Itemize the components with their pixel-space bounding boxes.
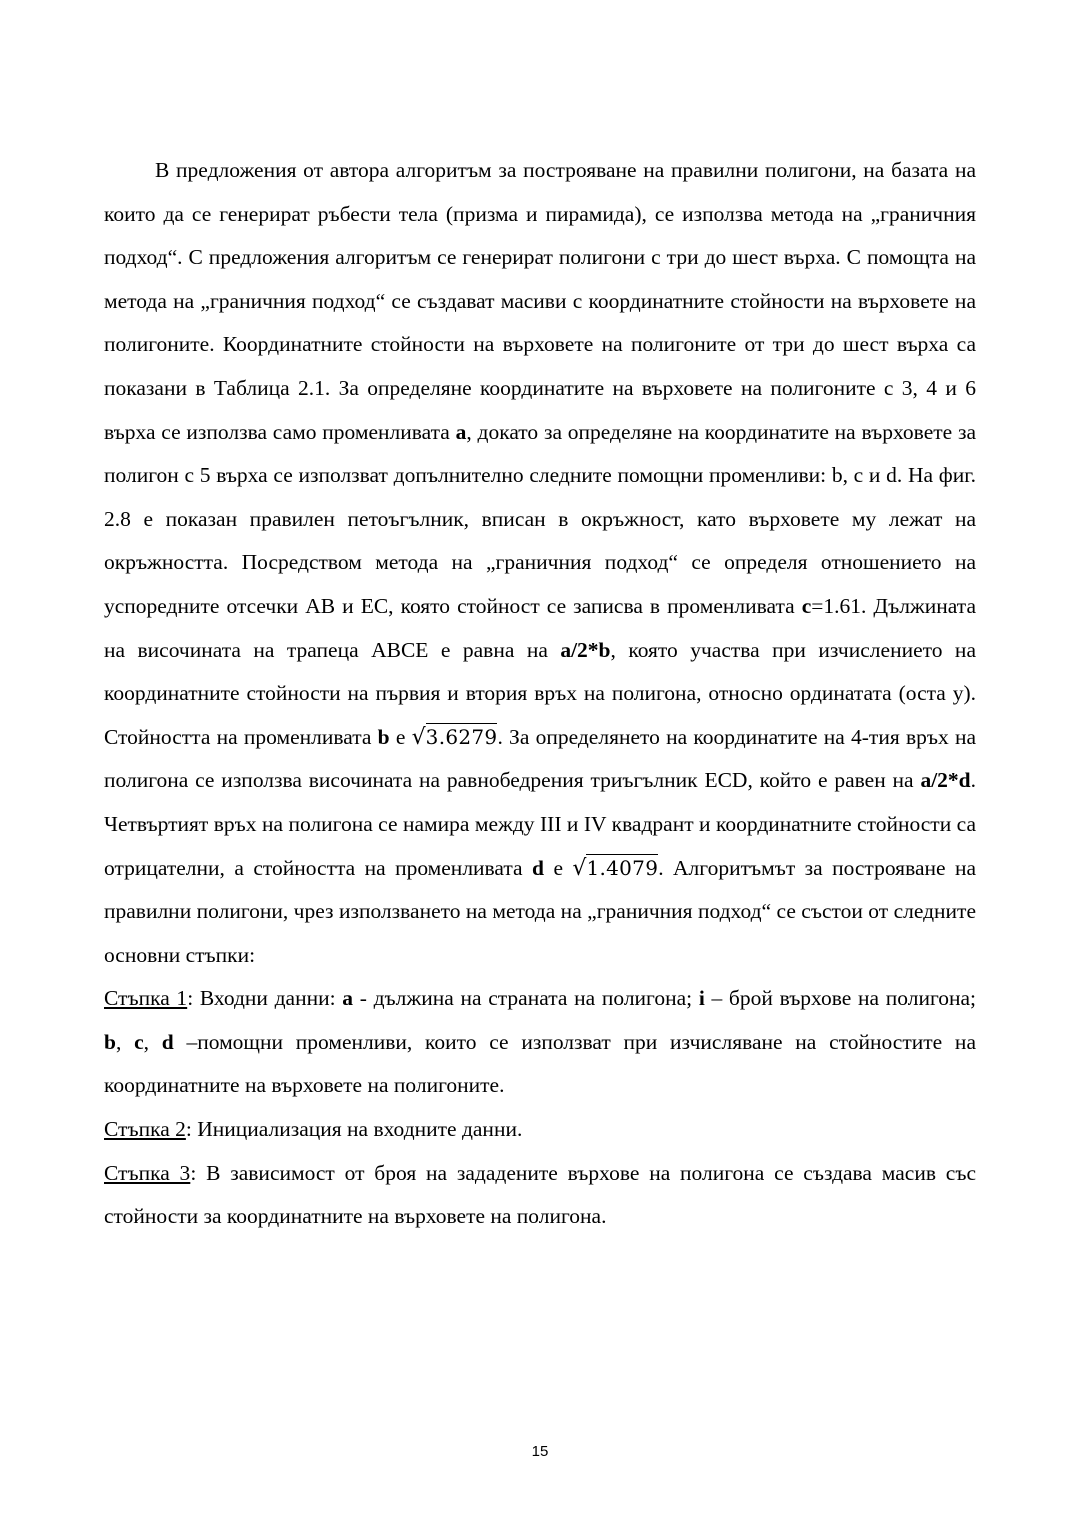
variable-d: d bbox=[161, 1029, 174, 1054]
variable-b: b bbox=[377, 724, 390, 749]
page-number: 15 bbox=[531, 1443, 549, 1460]
step-1-label: Стъпка 1 bbox=[104, 986, 188, 1011]
sqrt-symbol: √ bbox=[411, 724, 426, 750]
text-run: – брой върхове на полигона; bbox=[704, 986, 977, 1011]
step-2 bbox=[104, 1108, 976, 1152]
sqrt-d-formula bbox=[572, 856, 658, 880]
sqrt-b-radicand: 3.6279 bbox=[425, 724, 498, 749]
main-paragraph bbox=[104, 149, 976, 977]
sqrt-d-radicand: 1.4079 bbox=[586, 855, 659, 880]
text-run: : Инициализация на входните данни. bbox=[185, 1117, 523, 1142]
text-run: В предложения от автора алгоритъм за построяване на правилни полигони, на базата на които да се генерират ръбести тела (призма и пирамида), се използва метода на „граничния подход“. С предложения алгоритъм се генерират полигони с три до шест върха. С помощта на метода на „граничния подход“ се създават масиви с координатните стойности на върховете на полигоните. Координатните стойности на върховете на полигоните от три до шест върха са показани в Таблица 2.1. За определяне координатите на върховете на полигоните с 3, 4 и 6 върха се използва само променливата bbox=[104, 158, 976, 444]
text-run: –помощни променливи, които се използват при изчисляване на стойностите на координатните на върховете на полигоните. bbox=[104, 1029, 976, 1098]
variable-b: b bbox=[104, 1029, 116, 1054]
variable-i: i bbox=[698, 986, 705, 1011]
expression-a-half-d: a/2*d bbox=[920, 768, 971, 793]
text-run: , bbox=[115, 1029, 135, 1054]
text-run: , докато за определяне на координатите на върховете за полигон с 5 върха се използват допълнително следните помощни променливи: b, c и d. На фиг. 2.8 е показан правилен петоъгълник, вписан в окръжност, като върховете му лежат на окръжността. Посредством метода на „граничния подход“ се определя отношението на успоредните отсечки AB и EC, която стойност се записва в променливата bbox=[104, 419, 976, 618]
variable-d: d bbox=[532, 855, 545, 880]
variable-a: a bbox=[455, 419, 467, 444]
text-run: =1.61. Дължината на височината на трапеца ABCE е равна на bbox=[104, 593, 976, 662]
variable-c: c bbox=[801, 593, 812, 618]
text-run: : В зависимост от броя на зададените върхове на полигона се създава масив със стойности за координатните на върховете на полигона. bbox=[104, 1160, 976, 1229]
text-run: . Четвъртият връх на полигона се намира между III и IV квадрант и координатните стойности са отрицателни, а стойността на променливата bbox=[104, 768, 976, 880]
text-run: - дължина на страната на полигона; bbox=[353, 986, 699, 1011]
sqrt-symbol: √ bbox=[572, 855, 587, 881]
step-2-label: Стъпка 2 bbox=[104, 1117, 186, 1142]
text-run: , bbox=[143, 1029, 162, 1054]
step-3 bbox=[104, 1152, 976, 1239]
body-text bbox=[104, 149, 976, 1239]
step-3-label: Стъпка 3 bbox=[104, 1160, 191, 1185]
variable-a: a bbox=[342, 986, 354, 1011]
step-1 bbox=[104, 977, 976, 1108]
expression-a-half-b: a/2*b bbox=[560, 637, 611, 662]
variable-c: c bbox=[134, 1029, 144, 1054]
text-run: : Входни данни: bbox=[187, 986, 343, 1011]
text-run: . Алгоритъмът за построяване на правилни полигони, чрез използването на метода на „граничния подход“ се състои от следните основни стъпки: bbox=[104, 855, 977, 967]
text-run: , която участва при изчислението на координатните стойности на първия и втория връх на полигона, относно ординатата (оста y). Стойността на променливата bbox=[104, 637, 976, 749]
text-run: е bbox=[544, 855, 573, 880]
text-run: . За определянето на координатите на 4-тия връх на полигона се използва височината на равнобедрения триъгълник ECD, който е равен на bbox=[104, 724, 976, 793]
sqrt-b-formula bbox=[412, 725, 498, 749]
text-run: е bbox=[389, 724, 412, 749]
